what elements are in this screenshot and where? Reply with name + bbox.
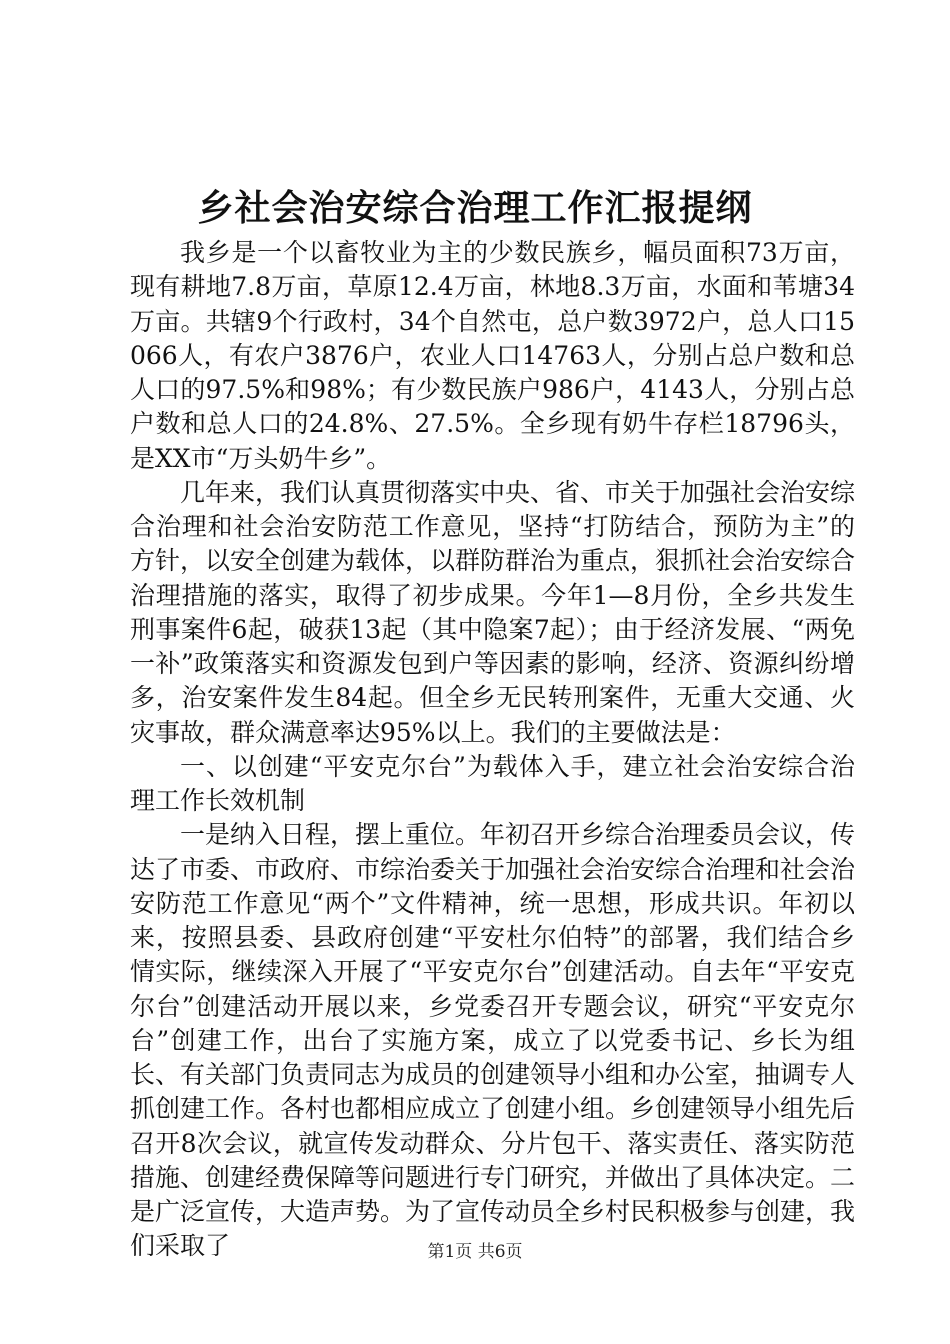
page-footer: 第1页 共6页 — [427, 1242, 523, 1262]
section-heading-1: 一、以创建“平安克尔台”为载体入手，建立社会治安综合治理工作长效机制 — [130, 751, 855, 815]
document-title: 乡社会治安综合治理工作汇报提纲 — [197, 187, 753, 229]
paragraph-achievements: 几年来，我们认真贯彻落实中央、省、市关于加强社会治安综合治理和社会治安防范工作意见，坚持“打防结合，预防为主”的方针，以安全创建为载体，以群防群治为重点，狠抓社会治安综合治理措施的落实，取得了初步成果。今年1—8月份，全乡共发生刑事案件6起，破获13起（其中隐案7起）；由于经济发展、“两免一补”政策落实和资源发包到户等因素的影响，经济、资源纠纷增多，治安案件发生84起。但全乡无民转刑案件，无重大交通、火灾事故，群众满意率达95%以上。我们的主要做法是： — [130, 477, 856, 747]
paragraph-overview: 我乡是一个以畜牧业为主的少数民族乡，幅员面积73万亩，现有耕地7.8万亩，草原12.4万亩，林地8.3万亩，水面和苇塘34万亩。共辖9个行政村，34个自然屯，总户数3972户，总人口15066人，有农户3876户，农业人口14763人，分别占总户数和总人口的97.5%和98%；有少数民族户986户，4143人，分别占总户数和总人口的24.8%、27.5%。全乡现有奶牛存栏18796头，是XX市“万头奶牛乡”。 — [130, 238, 855, 473]
document-body — [130, 236, 855, 1264]
paragraph-measures: 一是纳入日程，摆上重位。年初召开乡综合治理委员会议，传达了市委、市政府、市综治委关于加强社会治安综合治理和社会治安防范工作意见“两个”文件精神，统一思想，形成共识。年初以来，按照县委、县政府创建“平安杜尔伯特”的部署，我们结合乡情实际，继续深入开展了“平安克尔台”创建活动。自去年“平安克尔台”创建活动开展以来，乡党委召开专题会议，研究“平安克尔台”创建工作，出台了实施方案，成立了以党委书记、乡长为组长、有关部门负责同志为成员的创建领导小组和办公室，抽调专人抓创建工作。各村也都相应成立了创建小组。乡创建领导小组先后召开8次会议，就宣传发动群众、分片包干、落实责任、落实防范措施、创建经费保障等问题进行专门研究，并做出了具体决定。二是广泛宣传，大造声势。为了宣传动员全乡村民积极参与创建，我们采取了 — [130, 820, 856, 1261]
